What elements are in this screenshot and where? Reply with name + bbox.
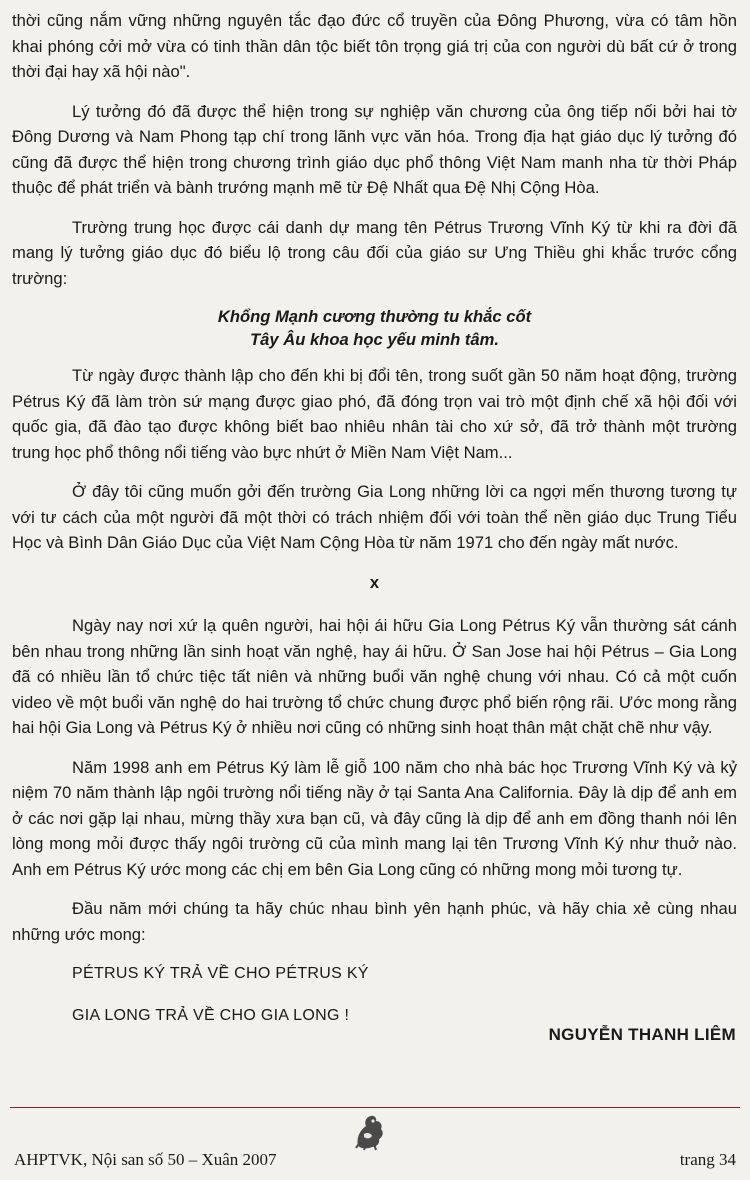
slogan-2: GIA LONG TRẢ VỀ CHO GIA LONG !: [72, 1006, 350, 1024]
couplet-line-2: Tây Âu khoa học yếu minh tâm.: [250, 330, 499, 349]
couplet: [12, 305, 737, 351]
footer-page-number: trang 34: [679, 1150, 736, 1169]
author-signature: NGUYỄN THANH LIÊM: [548, 1025, 736, 1044]
paragraph-7: Năm 1998 anh em Pétrus Ký làm lễ giỗ 100 năm cho nhà bác học Trương Vĩnh Ký và kỷ niệm 70 năm thành lập ngôi trường nổi tiếng nầy ở tại Santa Ana California. Đây là dịp để anh em ở các nơi gặp lại nhau, mừng thầy xưa bạn cũ, và đây cũng là dịp để anh em đồng thanh nói lên lòng mong mỏi được thấy ngôi trường cũ của mình mang lại tên Trương Vĩnh Ký như thuở nào. Anh em Pétrus Ký ước mong các chị em bên Gia Long cũng có những mong mỏi tương tự.: [12, 757, 737, 879]
paragraph-1: thời cũng nắm vững những nguyên tắc đạo đức cổ truyền của Đông Phương, vừa có tâm hồn khai phóng cởi mở vừa có tinh thần dân tộc biết tôn trọng giá trị của con người dù bất cứ ở trong thời đại hay xã hội nào".: [12, 11, 737, 81]
paragraph-8: Đầu năm mới chúng ta hãy chúc nhau bình yên hạnh phúc, và hãy chia xẻ cùng nhau những ước mong:: [12, 899, 737, 944]
dragon-emblem-icon: [350, 1112, 388, 1152]
couplet-line-1: Khổng Mạnh cương thường tu khắc cốt: [217, 307, 532, 326]
slogans: [72, 961, 737, 1028]
article-body: [12, 8, 737, 1044]
paragraph-3: Trường trung học được cái danh dự mang tên Pétrus Trương Vĩnh Ký từ khi ra đời đã mang lý tưởng giáo dục đó biểu lộ trong câu đối của giáo sư Ưng Thiều ghi khắc trước cổng trường:: [12, 217, 737, 288]
footer-divider: [10, 1107, 740, 1108]
slogan-1: PÉTRUS KÝ TRẢ VỀ CHO PÉTRUS KÝ: [72, 965, 369, 982]
footer-publication: AHPTVK, Nội san số 50 – Xuân 2007: [14, 1150, 277, 1169]
paragraph-5: Ở đây tôi cũng muốn gởi đến trường Gia Long những lời ca ngợi mến thương tương tự với tư cách của một người đã một thời có trách nhiệm đối với toàn thể nền giáo dục Trung Tiểu Học và Bình Dân Giáo Dục của Việt Nam Cộng Hòa từ năm 1971 cho đến ngày mất nước.: [12, 482, 737, 552]
section-separator: x: [369, 572, 380, 592]
paragraph-2: Lý tưởng đó đã được thể hiện trong sự nghiệp văn chương của ông tiếp nối bởi hai tờ Đông Dương và Nam Phong tạp chí trong lãnh vực văn hóa. Trong địa hạt giáo dục lý tưởng đó cũng đã được thể hiện trong chương trình giáo dục phổ thông Việt Nam manh nha từ thời Pháp thuộc để phát triển và bành trướng mạnh mẽ từ Đệ Nhất qua Đệ Nhị Cộng Hòa.: [12, 101, 737, 197]
paragraph-6: Ngày nay nơi xứ lạ quên người, hai hội ái hữu Gia Long Pétrus Ký vẫn thường sát cánh bên nhau trong những lần sinh hoạt văn nghệ, hay ái hữu. Ở San Jose hai hội Pétrus – Gia Long đã có nhiều lần tổ chức tiệc tất niên và những buổi văn nghệ chung với nhau. Có cả một cuốn video về một buổi văn nghệ do hai trường tổ chức chung được phổ biến rộng rãi. Ước mong rằng hai hội Gia Long và Pétrus Ký ở nhiều nơi cũng có những sinh hoạt thân mật chặt chẽ như vậy.: [12, 616, 737, 737]
paragraph-4: Từ ngày được thành lập cho đến khi bị đổi tên, trong suốt gần 50 năm hoạt động, trường Pétrus Ký đã làm tròn sứ mạng được giao phó, đã đóng trọn vai trò một định chế xã hội đối với quốc gia, đã đào tạo được không biết bao nhiêu nhân tài cho xứ sở, đã trở thành một trường trung học phổ thông nổi tiếng vào bực nhứt ở Miền Nam Việt Nam...: [12, 366, 737, 462]
